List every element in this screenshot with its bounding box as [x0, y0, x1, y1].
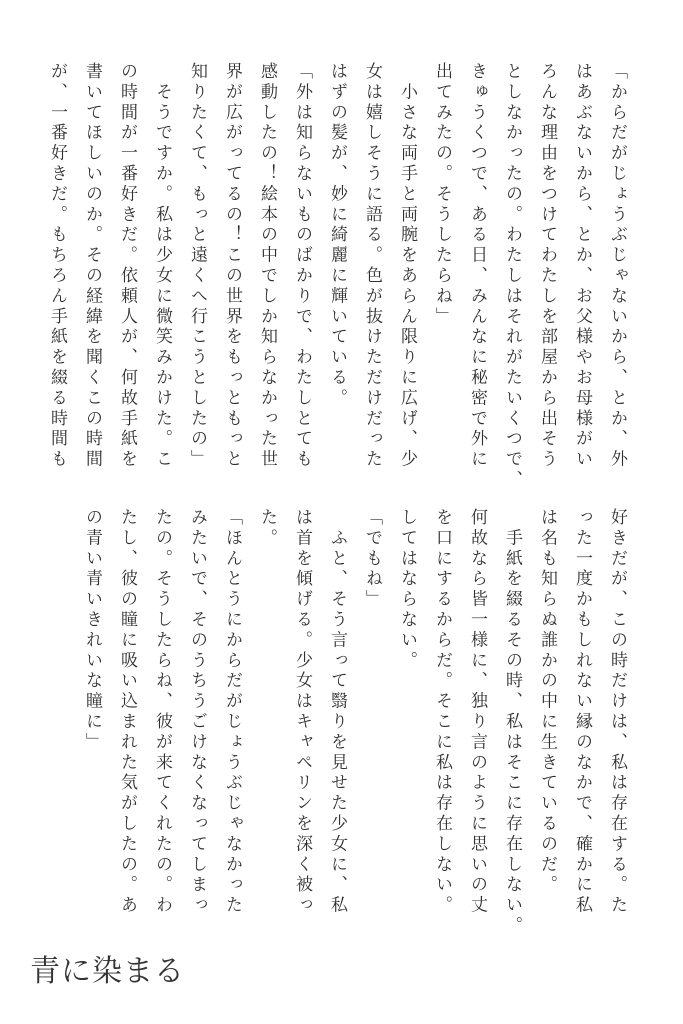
- text-column: 好きだが、この時だけは、私は存在する。た: [607, 508, 627, 916]
- text-column: はあぶないから、とか、お父様やお母様がい: [572, 62, 592, 470]
- text-column: 「外は知らないものばかりで、わたしとても: [292, 62, 312, 470]
- text-column: たの。そうしたらね、彼が来てくれたの。わ: [152, 508, 172, 916]
- text-column: 「からだがじょうぶじゃないから、とか、外: [607, 62, 627, 470]
- text-column: ろんな理由をつけてわたしを部屋から出そう: [537, 62, 557, 470]
- text-column: きゅうくつで、ある日、みんなに秘密で外に: [467, 62, 487, 470]
- text-column: ふと、そう言って翳りを見せた少女に、私: [327, 508, 347, 916]
- text-column: が、一番好きだ。もちろん手紙を綴る時間も: [47, 62, 67, 470]
- text-column: 出てみたの。そうしたらね」: [432, 62, 452, 328]
- text-column: 「でもね」: [362, 508, 382, 610]
- text-column: は名も知らぬ誰かの中に生きているのだ。: [537, 508, 557, 896]
- text-column: してはならない。: [397, 508, 417, 672]
- text-column: 界が広がってるの！この世界をもっともっと: [222, 62, 242, 470]
- chapter-title: 青に染まる: [30, 954, 185, 989]
- text-column: としなかったの。わたしはそれがたいくつで、: [502, 62, 522, 491]
- text-column: の青い青いきれいな瞳に」: [82, 508, 102, 753]
- text-column: 「ほんとうにからだがじょうぶじゃなかった: [222, 508, 242, 916]
- text-column: 小さな両手と両腕をあらん限りに広げ、少: [397, 62, 417, 470]
- text-column: を口にするからだ。そこに私は存在しない。: [432, 508, 452, 916]
- text-column: は首を傾げる。少女はキャペリンを深く被っ: [292, 508, 312, 916]
- text-column: たし、彼の瞳に吸い込まれた気がしたの。あ: [117, 508, 137, 916]
- text-column: 書いてほしいのか。その経緯を聞くこの時間: [82, 62, 102, 470]
- text-column: 女は嬉しそうに語る。色が抜けただけだった: [362, 62, 382, 470]
- text-column: った一度かもしれない縁のなかで、確かに私: [572, 508, 592, 916]
- text-column: はずの髪が、妙に綺麗に輝いている。: [327, 62, 347, 409]
- text-column: 何故なら皆一様に、独り言のように思いの丈: [467, 508, 487, 916]
- text-column: 知りたくて、もっと遠くへ行こうとしたの」: [187, 62, 207, 470]
- text-column: そうですか。私は少女に微笑みかけた。こ: [152, 62, 172, 470]
- text-column: た。: [257, 508, 277, 549]
- text-column: の時間が一番好きだ。依頼人が、何故手紙を: [117, 62, 137, 470]
- text-column: 感動したの！絵本の中でしか知らなかった世: [257, 62, 277, 470]
- text-column: みたいで、そのうちうごけなくなってしまっ: [187, 508, 207, 916]
- text-column: 手紙を綴るその時、私はそこに存在しない。: [502, 508, 522, 937]
